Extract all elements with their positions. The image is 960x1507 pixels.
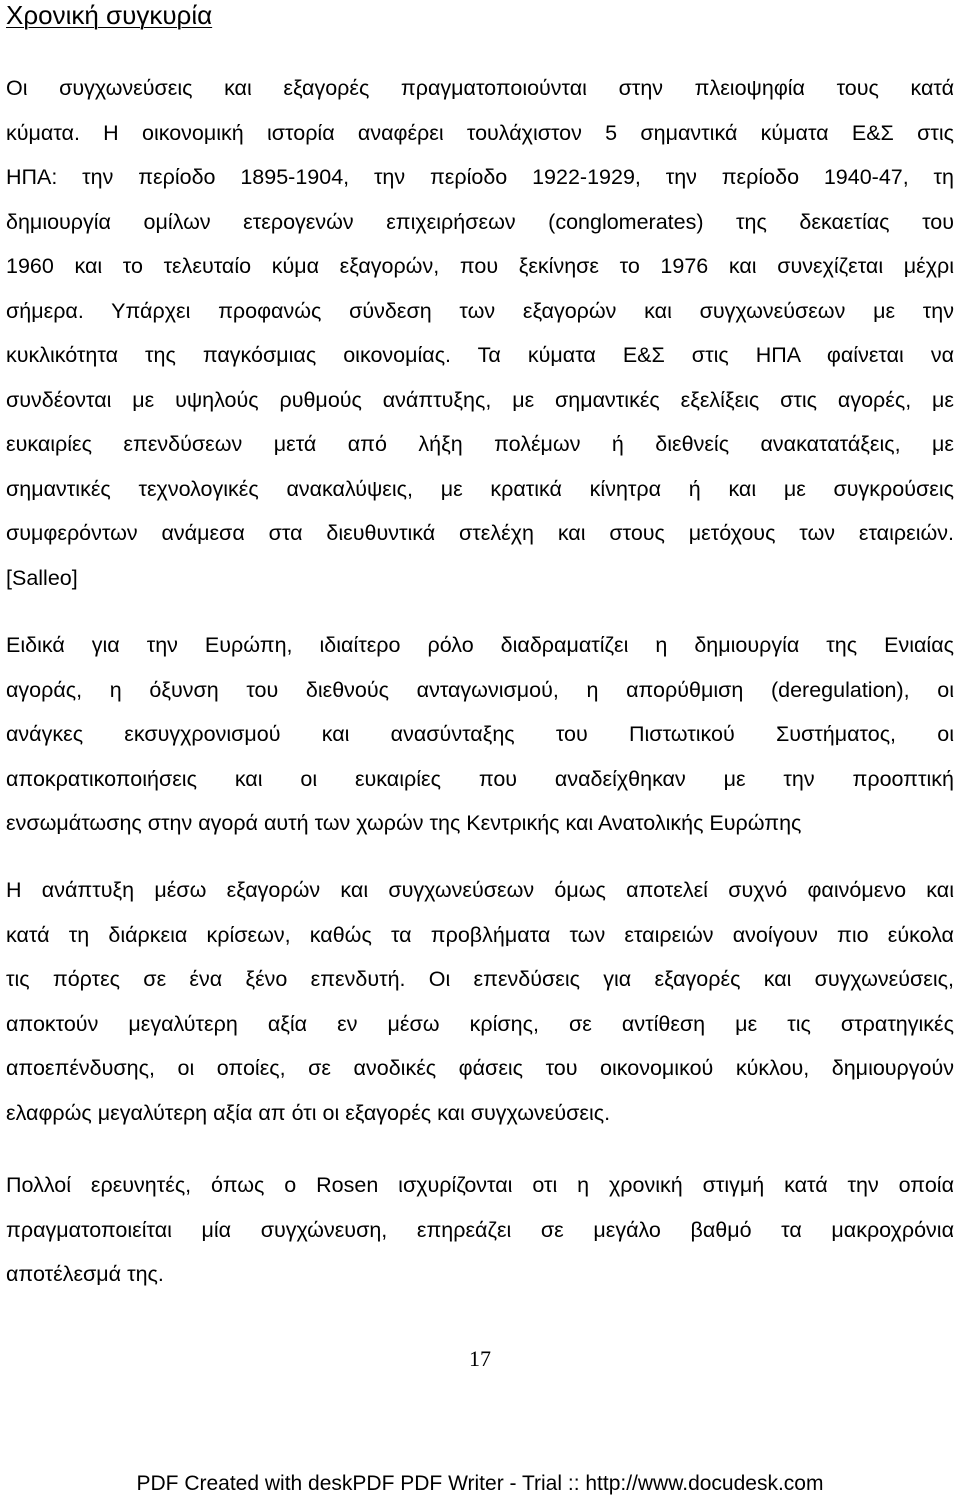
- paragraph-line: σημαντικές τεχνολογικές ανακαλύψεις, με κρατικά κίνητρα ή και με συγκρούσεις: [6, 476, 954, 501]
- paragraph-line: κυκλικότητα της παγκόσμιας οικονομίας. Τα κύματα Ε&Σ στις ΗΠΑ φαίνεται να: [6, 343, 954, 367]
- page-number: 17: [469, 1346, 491, 1371]
- paragraph-line: Οι συγχωνεύσεις και εξαγορές πραγματοποιούνται στην πλειοψηφία τους κατά: [6, 76, 954, 100]
- paragraph-line: Ειδικά για την Ευρώπη, ιδιαίτερο ρόλο διαδραματίζει η δημιουργία της Ενιαίας: [6, 633, 954, 657]
- paragraph-line: Η ανάπτυξη μέσω εξαγορών και συγχωνεύσεων όμως αποτελεί συχνό φαινόμενο και: [6, 878, 954, 902]
- paragraph-line: πραγματοποιείται μία συγχώνευση, επηρεάζει σε μεγάλο βαθμό τα μακροχρόνια: [6, 1217, 954, 1242]
- paragraph-line: ευκαιρίες επενδύσεων μετά από λήξη πολέμων ή διεθνείς ανακατατάξεις, με: [6, 432, 954, 456]
- section-heading: Χρονική συγκυρία: [6, 0, 213, 30]
- paragraph-line: τις πόρτες σε ένα ξένο επενδυτή. Οι επενδύσεις για εξαγορές και συγχωνεύσεις,: [6, 967, 954, 991]
- paragraph-line: αποτέλεσμά της.: [6, 1262, 164, 1286]
- pdf-creator-footer: PDF Created with deskPDF PDF Writer - Trial :: http://www.docudesk.com: [136, 1472, 824, 1495]
- paragraph-1: [6, 66, 954, 600]
- paragraph-line: σήμερα. Υπάρχει προφανώς σύνδεση των εξαγορών και συγχωνεύσεων με την: [6, 298, 954, 323]
- paragraph-line: ελαφρώς μεγαλύτερη αξία απ ότι οι εξαγορές και συγχωνεύσεις.: [6, 1100, 611, 1125]
- paragraph-line: αποκτούν μεγαλύτερη αξία εν μέσω κρίσης, σε αντίθεση με τις στρατηγικές: [6, 1011, 954, 1036]
- paragraph-line: αποεπένδυσης, οι οποίες, σε ανοδικές φάσεις του οικονομικού κύκλου, δημιουργούν: [6, 1056, 954, 1080]
- paragraph-line: δημιουργία ομίλων ετερογενών επιχειρήσεων (conglomerates) της δεκαετίας του: [6, 209, 954, 234]
- citation: [Salleo]: [6, 565, 78, 590]
- paragraph-line: ενσωμάτωσης στην αγορά αυτή των χωρών της Κεντρικής και Ανατολικής Ευρώπης: [6, 811, 802, 835]
- paragraph-line: αποκρατικοποιήσεις και οι ευκαιρίες που αναδείχθηκαν με την προοπτική: [6, 766, 954, 791]
- paragraph-line: κατά τη διάρκεια κρίσεων, καθώς τα προβλήματα των εταιρειών ανοίγουν πιο εύκολα: [6, 922, 954, 947]
- paragraph-line: ΗΠΑ: την περίοδο 1895-1904, την περίοδο 1922-1929, την περίοδο 1940-47, τη: [6, 165, 954, 189]
- paragraph-line: Πολλοί ερευνητές, όπως ο Rosen ισχυρίζονται οτι η χρονική στιγμή κατά την οποία: [6, 1173, 954, 1197]
- paragraph-4: [6, 1163, 954, 1297]
- paragraph-line: 1960 και το τελευταίο κύμα εξαγορών, που ξεκίνησε το 1976 και συνεχίζεται μέχρι: [6, 254, 954, 278]
- paragraph-3: [6, 868, 954, 1135]
- paragraph-line: συμφερόντων ανάμεσα στα διευθυντικά στελέχη και στους μετόχους των εταιρειών.: [6, 521, 954, 545]
- paragraph-2: [6, 623, 954, 846]
- paragraph-line: συνδέονται με υψηλούς ρυθμούς ανάπτυξης, με σημαντικές εξελίξεις στις αγορές, με: [6, 387, 954, 412]
- paragraph-line: ανάγκες εκσυγχρονισμού και ανασύνταξης του Πιστωτικού Συστήματος, οι: [6, 722, 954, 746]
- paragraph-line: αγοράς, η όξυνση του διεθνούς ανταγωνισμού, η απορύθμιση (deregulation), οι: [6, 677, 954, 702]
- paragraph-line: κύματα. Η οικονομική ιστορία αναφέρει τουλάχιστον 5 σημαντικά κύματα Ε&Σ στις: [6, 120, 954, 145]
